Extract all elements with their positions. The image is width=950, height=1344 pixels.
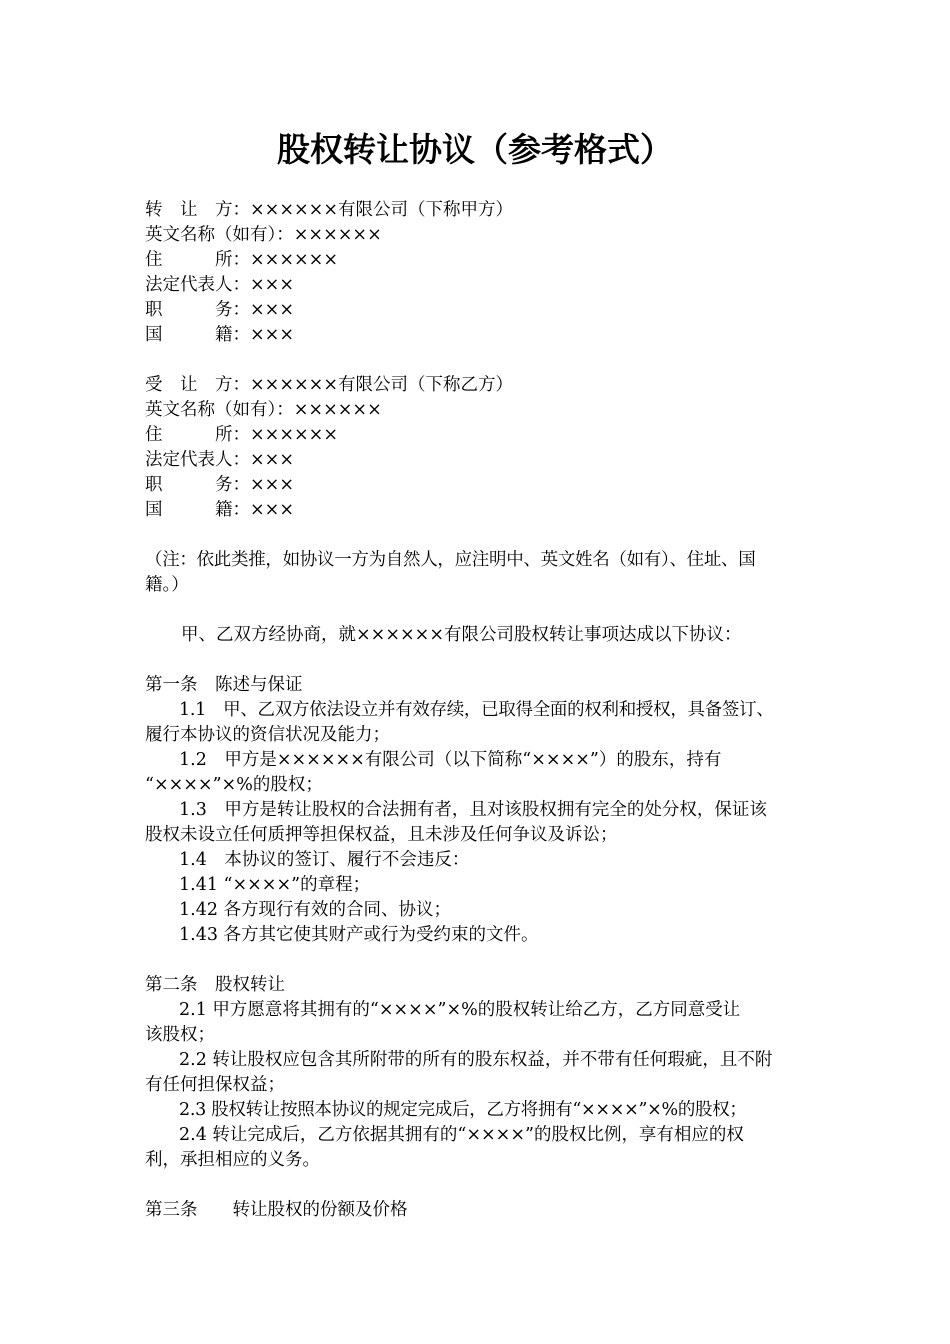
document-body — [145, 198, 835, 1223]
clause-1-1-cont: 履行本协议的资信状况及能力； — [145, 725, 390, 745]
note-line-2: 籍。） — [145, 575, 189, 595]
clause-1-3-cont: 股权未设立任何质押等担保权益，且未涉及任何争议及诉讼； — [145, 825, 618, 845]
spacer — [145, 948, 835, 973]
clause-2-1-cont: 该股权； — [145, 1025, 215, 1045]
clause-2-1: 2.1 甲方愿意将其拥有的“××××”×%的股权转让给乙方，乙方同意受让 — [179, 1000, 741, 1020]
spacer — [145, 648, 835, 673]
transferor-address: 住 所：×××××× — [145, 250, 338, 270]
transferee-position: 职 务：××× — [145, 475, 294, 495]
transferee-address: 住 所：×××××× — [145, 425, 338, 445]
transferor-nationality: 国 籍：××× — [145, 325, 294, 345]
spacer — [145, 598, 835, 623]
clause-2-2-cont: 有任何担保权益； — [145, 1075, 285, 1095]
clause-1-2-cont: “××××”×%的股权； — [145, 775, 323, 795]
transferee-name: 受 让 方：××××××有限公司（下称乙方） — [145, 375, 513, 395]
clause-2-2: 2.2 转让股权应包含其所附带的所有的股东权益，并不带有任何瑕疵，且不附 — [179, 1050, 773, 1070]
clause-2-4: 2.4 转让完成后，乙方依据其拥有的“××××”的股权比例，享有相应的权 — [179, 1125, 744, 1145]
article-1-heading: 第一条 陈述与保证 — [145, 675, 303, 695]
spacer — [145, 1173, 835, 1198]
transferor-name: 转 让 方：××××××有限公司（下称甲方） — [145, 200, 513, 220]
article-3-heading: 第三条 转让股权的份额及价格 — [145, 1200, 408, 1220]
note-line-1: （注：依此类推，如协议一方为自然人，应注明中、英文姓名（如有）、住址、国 — [145, 550, 756, 570]
transferee-english-name: 英文名称（如有）：×××××× — [145, 400, 382, 420]
transferor-legal-rep: 法定代表人：××× — [145, 275, 294, 295]
transferor-english-name: 英文名称（如有）：×××××× — [145, 225, 382, 245]
clause-1-3: 1.3 甲方是转让股权的合法拥有者，且对该股权拥有完全的处分权，保证该 — [179, 800, 767, 820]
article-2-heading: 第二条 股权转让 — [145, 975, 285, 995]
transferee-legal-rep: 法定代表人：××× — [145, 450, 294, 470]
clause-1-42: 1.42 各方现行有效的合同、协议； — [179, 900, 452, 920]
spacer — [145, 523, 835, 548]
clause-1-43: 1.43 各方其它使其财产或行为受约束的文件。 — [179, 925, 539, 945]
clause-1-41: 1.41 “××××”的章程； — [179, 875, 371, 895]
document-title: 股权转让协议（参考格式） — [277, 130, 673, 169]
clause-1-2: 1.2 甲方是××××××有限公司（以下简称“××××”）的股东，持有 — [179, 750, 722, 770]
spacer — [145, 348, 835, 373]
transferor-position: 职 务：××× — [145, 300, 294, 320]
clause-2-3: 2.3 股权转让按照本协议的规定完成后，乙方将拥有“××××”×%的股权； — [179, 1100, 747, 1120]
clause-1-4: 1.4 本协议的签订、履行不会违反： — [179, 850, 470, 870]
clause-2-4-cont: 利，承担相应的义务。 — [145, 1150, 320, 1170]
transferee-nationality: 国 籍：××× — [145, 500, 294, 520]
intro-paragraph: 甲、乙双方经协商，就××××××有限公司股权转让事项达成以下协议： — [181, 625, 742, 645]
clause-1-1: 1.1 甲、乙双方依法设立并有效存续，已取得全面的权利和授权，具备签订、 — [179, 700, 774, 720]
